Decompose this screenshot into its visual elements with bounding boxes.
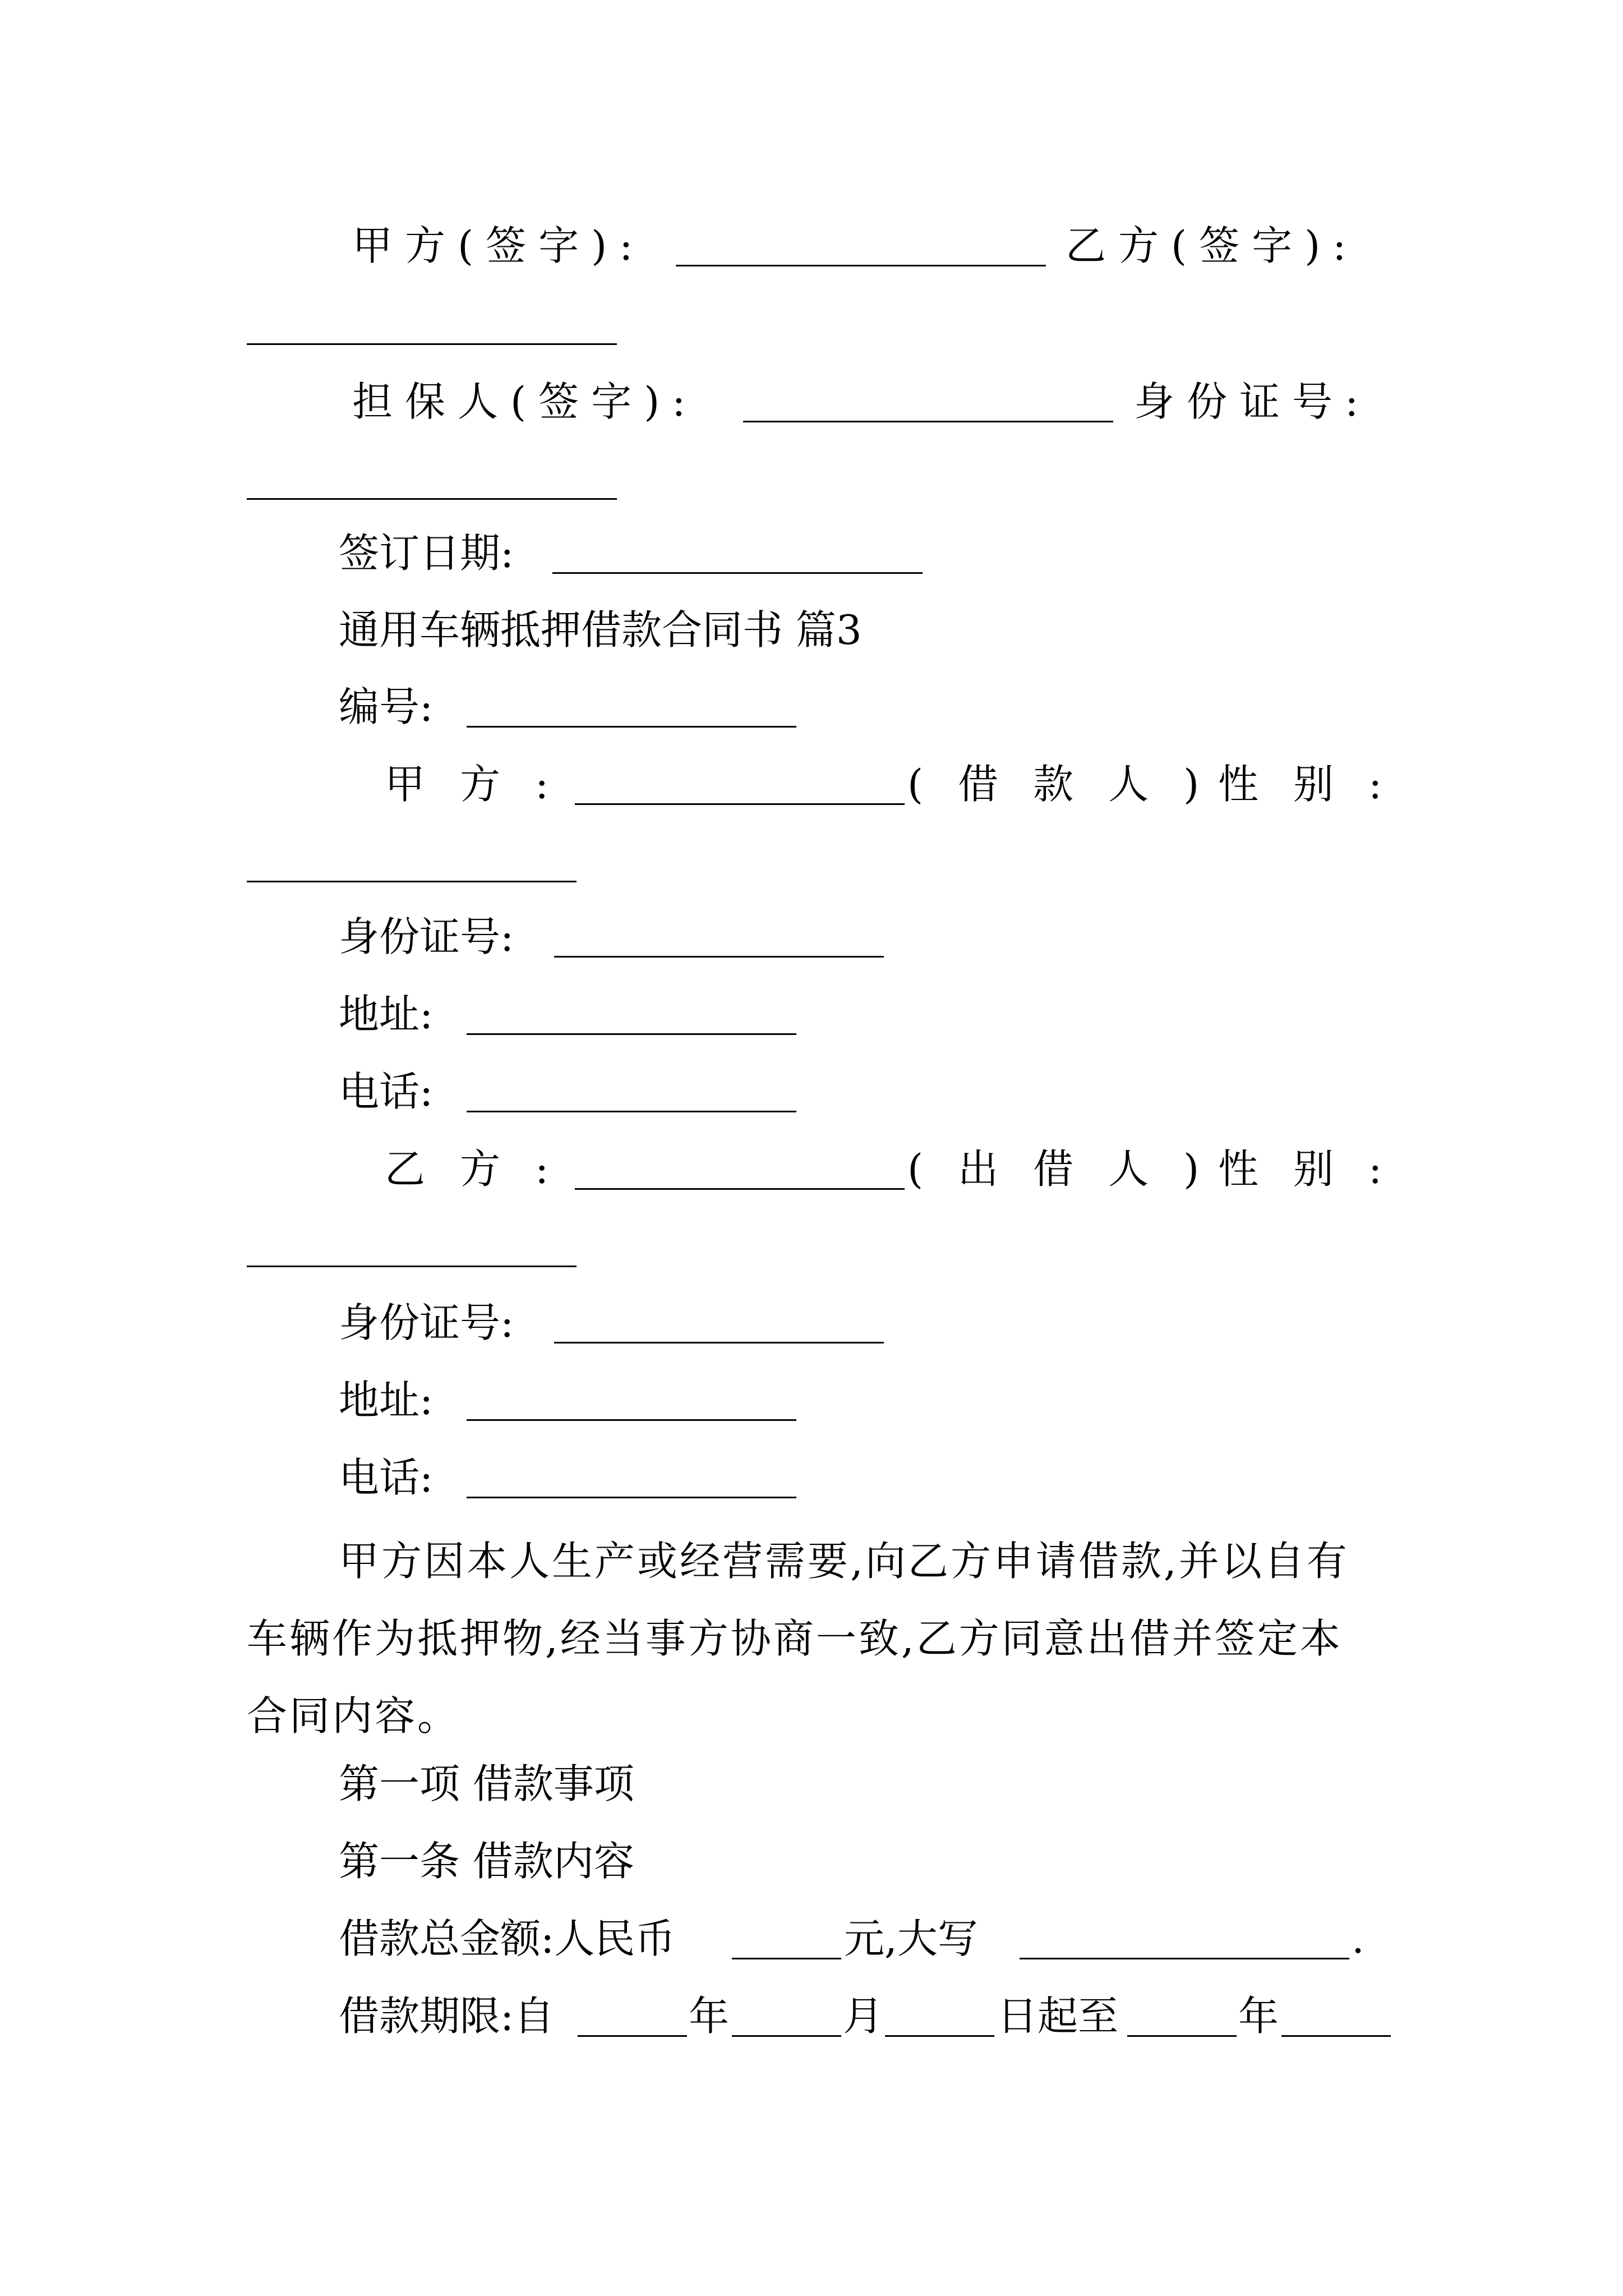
loan-term-year-end-label: 年 xyxy=(1238,1993,1279,2040)
sign-date-blank[interactable] xyxy=(552,572,923,574)
item-1-title: 第一项 借款事项 xyxy=(339,1760,634,1807)
guarantor-id-blank[interactable] xyxy=(247,498,617,500)
loan-amount-number-blank[interactable] xyxy=(732,1958,841,1959)
party-b-label: 乙方: xyxy=(385,1145,584,1193)
loan-term-year-label: 年 xyxy=(689,1993,730,2040)
party-b-sign-blank[interactable] xyxy=(247,343,617,345)
party-b-phone-label: 电话: xyxy=(339,1454,434,1501)
guarantor-sign-label: 担保人(签字): xyxy=(352,378,698,425)
party-a-name-blank[interactable] xyxy=(575,803,905,805)
party-a-role: (借款人) xyxy=(907,761,1234,808)
party-b-phone-blank[interactable] xyxy=(467,1497,796,1498)
loan-amount-end: . xyxy=(1352,1915,1364,1962)
party-a-id-blank[interactable] xyxy=(554,956,884,958)
preamble-paragraph: 甲方因本人生产或经营需要,向乙方申请借款,并以自有车辆作为抵押物,经当事方协商一致,乙方同意出借并签定本合同内容。 xyxy=(247,1538,1349,1740)
party-a-phone-blank[interactable] xyxy=(467,1111,796,1112)
loan-term-start-year-blank[interactable] xyxy=(578,2035,687,2037)
number-blank[interactable] xyxy=(467,726,796,728)
party-b-address-label: 地址: xyxy=(339,1377,434,1424)
party-a-id-label: 身份证号: xyxy=(339,913,514,960)
loan-term-label: 借款期限:自 xyxy=(339,1993,555,2040)
loan-term-month-label: 月 xyxy=(843,1993,884,2040)
party-b-gender-blank[interactable] xyxy=(247,1266,577,1267)
party-a-sign-blank[interactable] xyxy=(676,265,1046,266)
party-a-label: 甲方: xyxy=(385,761,584,808)
party-b-gender-label: 性别: xyxy=(1218,1145,1417,1193)
guarantor-sign-blank[interactable] xyxy=(743,421,1113,422)
guarantor-id-label: 身份证号: xyxy=(1134,378,1371,425)
party-a-gender-label: 性别: xyxy=(1218,761,1417,808)
loan-amount-unit: 元,大写 xyxy=(844,1915,978,1962)
sign-date-label: 签订日期: xyxy=(339,530,514,577)
party-b-name-blank[interactable] xyxy=(575,1188,905,1190)
loan-amount-label: 借款总金额:人民币 xyxy=(339,1915,676,1962)
party-b-role: (出借人) xyxy=(907,1145,1234,1193)
party-a-address-blank[interactable] xyxy=(467,1033,796,1035)
party-b-id-blank[interactable] xyxy=(554,1342,884,1343)
party-a-sign-label: 甲方(签字): xyxy=(352,222,645,269)
loan-amount-words-blank[interactable] xyxy=(1020,1958,1349,1959)
number-label: 编号: xyxy=(339,683,434,730)
article-1-title: 第一条 借款内容 xyxy=(339,1838,634,1885)
party-a-address-label: 地址: xyxy=(339,991,434,1038)
party-b-id-label: 身份证号: xyxy=(339,1299,514,1346)
loan-term-day-from-label: 日起至 xyxy=(997,1993,1119,2040)
party-b-address-blank[interactable] xyxy=(467,1419,796,1421)
loan-term-end-month-blank[interactable] xyxy=(1281,2035,1391,2037)
loan-term-end-year-blank[interactable] xyxy=(1127,2035,1237,2037)
party-a-phone-label: 电话: xyxy=(339,1068,434,1115)
party-a-gender-blank[interactable] xyxy=(247,881,577,882)
section-title: 通用车辆抵押借款合同书 篇3 xyxy=(339,606,862,654)
party-b-sign-label: 乙方(签字): xyxy=(1066,222,1359,269)
loan-term-start-day-blank[interactable] xyxy=(885,2035,994,2037)
loan-term-start-month-blank[interactable] xyxy=(732,2035,841,2037)
